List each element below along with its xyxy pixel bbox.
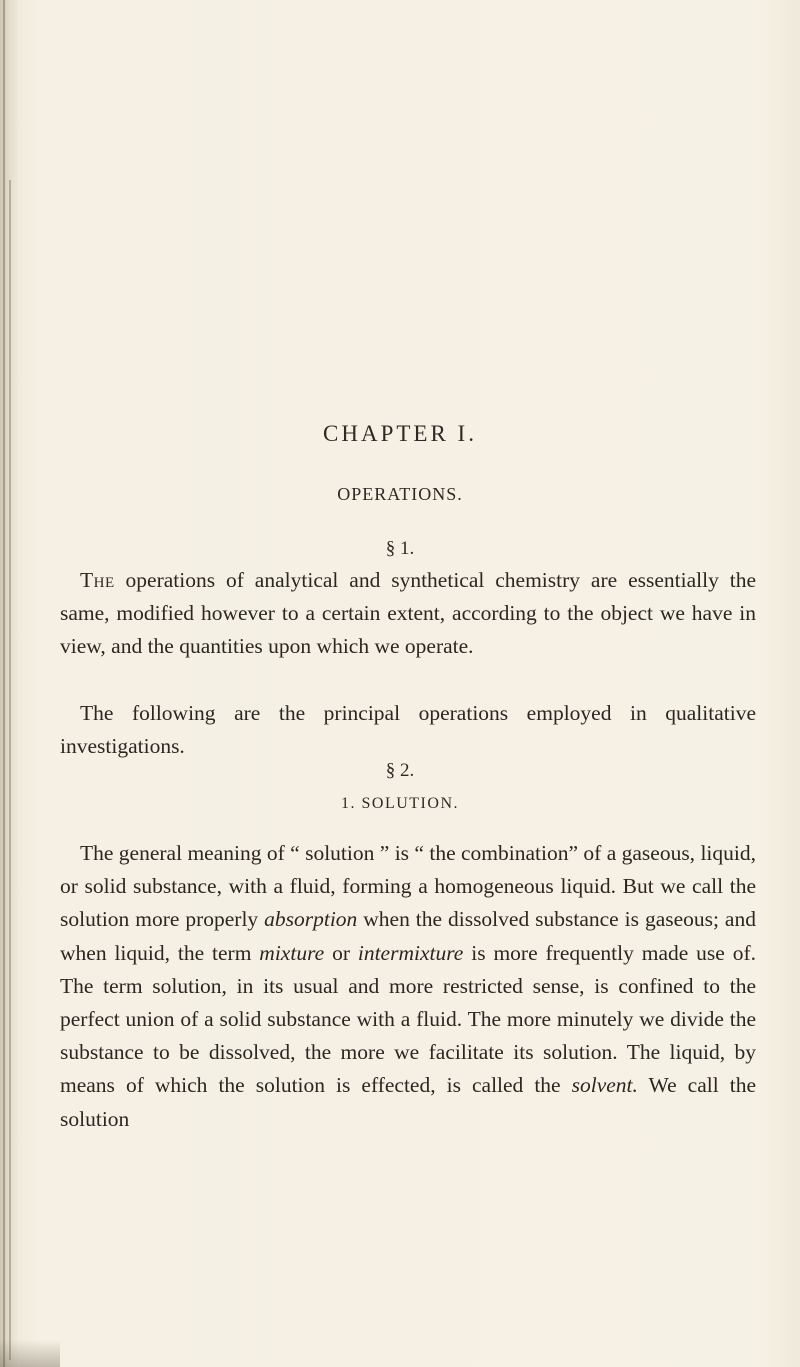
paragraph-3-part-1: The general meaning of “ solution ” is “ the combination” of a gaseous, liquid, or solid substance, with a fluid, forming a homogeneous liquid. But we call the solution more properly bbox=[60, 841, 756, 932]
paragraph-3-part-5: We call the solution bbox=[60, 1073, 756, 1131]
paragraph-3 bbox=[60, 837, 756, 1136]
paragraph-1-lead: The bbox=[80, 568, 115, 592]
term-intermixture: intermixture bbox=[357, 940, 464, 965]
paragraph-3-part-4: is more frequently made use of. The term solution, in its usual and more restricted sense, is confined to the perfect union of a solid substance with a fluid. The more minutely we divide the substance to be dissolved, the more we facilitate its solution. The liquid, by means of which the solution is effected, is called the bbox=[60, 940, 756, 1098]
paragraph-3-part-3: or bbox=[324, 940, 358, 965]
chapter-heading: OPERATIONS. bbox=[337, 484, 463, 504]
paragraph-1-text: operations of analytical and synthetical chemistry are essentially the same, modified however to a certain extent, according to the object we have in view, and the quantities upon which we operate. bbox=[60, 568, 756, 659]
paragraph-3-part-2: when the dissolved substance is gaseous; and when liquid, the term bbox=[60, 907, 756, 965]
chapter-title: CHAPTER I. bbox=[323, 421, 477, 446]
section-2-mark: § 2. bbox=[385, 760, 415, 781]
term-absorption: absorption bbox=[264, 907, 358, 932]
corner-shadow bbox=[0, 1340, 60, 1367]
gutter-line bbox=[3, 0, 5, 1367]
section-1-mark: § 1. bbox=[385, 538, 415, 559]
paragraph-1 bbox=[60, 564, 756, 664]
term-mixture: mixture bbox=[259, 940, 325, 965]
subheading-solution: 1. SOLUTION. bbox=[341, 795, 459, 812]
paragraph-2: The following are the principal operations employed in qualitative investigations. bbox=[60, 701, 756, 759]
term-solvent: solvent. bbox=[571, 1073, 638, 1098]
